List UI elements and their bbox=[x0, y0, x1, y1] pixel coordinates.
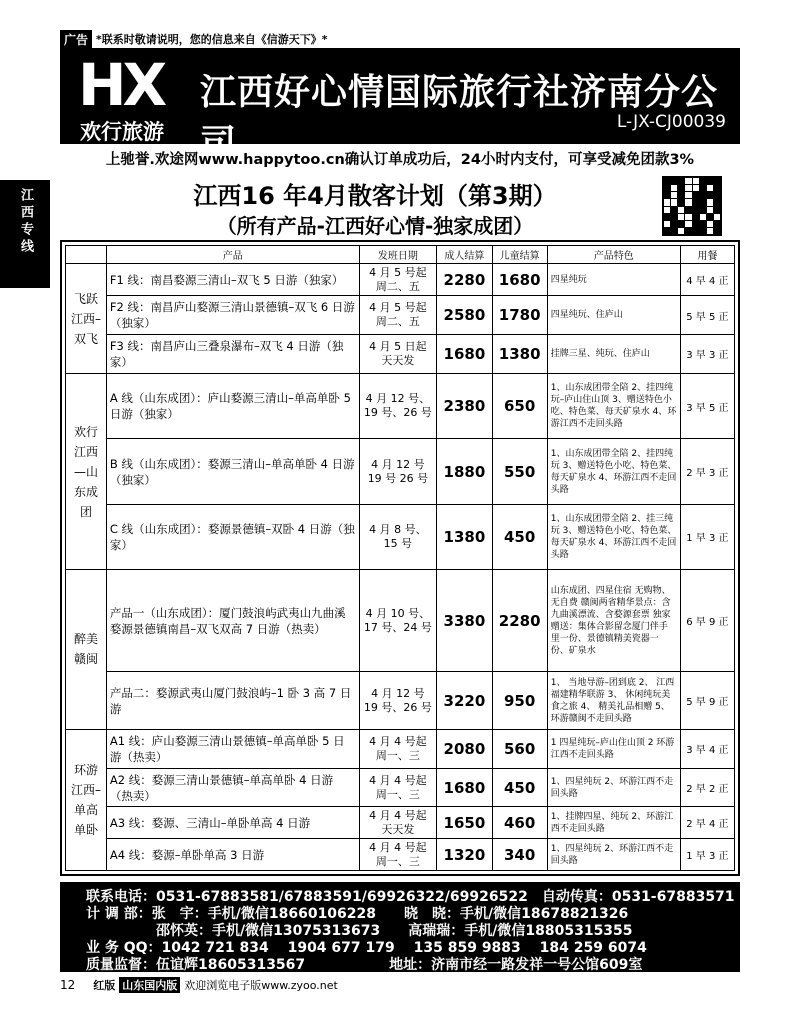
child-price-cell: 950 bbox=[492, 672, 547, 729]
meal-cell: 1 早 3 正 bbox=[680, 839, 734, 871]
qr-cell bbox=[714, 221, 720, 227]
edition-label: 山东国内版 bbox=[119, 977, 180, 993]
header-child: 儿童结算 bbox=[492, 246, 547, 264]
qr-cell bbox=[714, 199, 720, 205]
qr-code-icon bbox=[662, 176, 722, 236]
page-footer bbox=[60, 976, 338, 994]
qr-cell bbox=[700, 199, 706, 205]
product-cell: B 线（山东成团）：婺源三清山–单高单卧 4 日游（独家） bbox=[106, 439, 359, 504]
qr-cell bbox=[707, 228, 713, 234]
qr-cell bbox=[707, 178, 713, 184]
qr-cell bbox=[678, 207, 684, 213]
meal-cell: 3 早 4 正 bbox=[680, 729, 734, 768]
qr-cell bbox=[678, 178, 684, 184]
qr-cell bbox=[714, 228, 720, 234]
qr-cell bbox=[714, 207, 720, 213]
page-number: 12 bbox=[60, 978, 76, 992]
qr-cell bbox=[678, 192, 684, 198]
adult-price-cell: 1650 bbox=[437, 807, 492, 839]
features-cell: 1 四星纯玩–庐山住山顶 2 环游江西不走回头路 bbox=[547, 729, 680, 768]
features-cell: 挂牌三星、纯玩、住庐山 bbox=[547, 334, 680, 373]
product-cell: A3 线：婺源、三清山–单卧单高 4 日游 bbox=[106, 807, 359, 839]
adult-price-cell: 2380 bbox=[437, 373, 492, 438]
adult-price-cell: 2580 bbox=[437, 296, 492, 335]
qr-cell bbox=[685, 207, 691, 213]
contact-quality: 质量监督：伍谊辉18605313567 地址：济南市经一路发祥一号公馆609室 bbox=[86, 957, 643, 973]
qr-cell bbox=[664, 178, 670, 184]
product-cell: 产品二：婺源武夷山厦门鼓浪屿–1 卧 3 高 7 日游 bbox=[106, 672, 359, 729]
qr-cell bbox=[693, 192, 699, 198]
qr-cell bbox=[693, 178, 699, 184]
header-group bbox=[66, 246, 107, 264]
product-cell: A4 线：婺源–单卧单高 3 日游 bbox=[106, 839, 359, 871]
date-cell: 4 月 12 号、19 号、26 号 bbox=[359, 373, 437, 438]
date-cell: 4 月 12 号 19 号、26 号 bbox=[359, 672, 437, 729]
logo-subtitle: 欢行旅游 bbox=[80, 120, 164, 144]
qr-cell bbox=[671, 192, 677, 198]
qr-cell bbox=[671, 185, 677, 191]
qr-cell bbox=[707, 214, 713, 220]
meal-cell: 5 早 9 正 bbox=[680, 672, 734, 729]
child-price-cell: 340 bbox=[492, 839, 547, 871]
qr-cell bbox=[678, 185, 684, 191]
features-cell: 1、四星纯玩 2、环游江西不走回头路 bbox=[547, 768, 680, 807]
qr-cell bbox=[685, 192, 691, 198]
meal-cell: 5 早 5 正 bbox=[680, 296, 734, 335]
qr-cell bbox=[700, 221, 706, 227]
qr-cell bbox=[693, 221, 699, 227]
license-code: L-JX-CJ00039 bbox=[616, 112, 726, 132]
qr-cell bbox=[664, 214, 670, 220]
qr-cell bbox=[693, 214, 699, 220]
features-cell: 四星纯玩、住庐山 bbox=[547, 296, 680, 335]
plan-title: 江西16 年4月散客计划（第3期） bbox=[193, 182, 557, 210]
contact-planner-1: 计 调 部：张 宇：手机/微信18660106228 晓 晓：手机/微信18678821326 bbox=[86, 906, 629, 922]
contact-qq: 业 务 QQ：1042 721 834 1904 677 179 135 859 9883 184 259 6074 bbox=[86, 940, 647, 956]
features-cell: 山东成团、四星住宿 无购物、无自费 赣闽两省精华景点：含九曲溪漂流、含婺源套票 独家赠送：集体合影留念厦门伴手里一份、景德镇精美瓷器一份、矿泉水 bbox=[547, 570, 680, 672]
child-price-cell: 1380 bbox=[492, 334, 547, 373]
ad-notice-bar bbox=[60, 30, 328, 48]
qr-cell bbox=[693, 185, 699, 191]
qr-cell bbox=[693, 199, 699, 205]
qr-cell bbox=[707, 207, 713, 213]
table-row bbox=[66, 504, 735, 569]
table-row bbox=[66, 839, 735, 871]
meal-cell: 6 早 9 正 bbox=[680, 570, 734, 672]
qr-cell bbox=[664, 207, 670, 213]
header-date: 发班日期 bbox=[359, 246, 437, 264]
features-cell: 1、 当地导游–团到底 2、 江西福建精华联游 3、 休闲纯玩美食之旅 4、 精美礼品相赠 5、 环游赣闽不走回头路 bbox=[547, 672, 680, 729]
features-cell: 1、山东成团带全陪 2、挂四纯玩 3、赠送特色小吃、特色菜、每天矿泉水 4、环游江西不走回头路 bbox=[547, 439, 680, 504]
adult-price-cell: 2280 bbox=[437, 264, 492, 296]
qr-cell bbox=[693, 207, 699, 213]
logo: HX bbox=[78, 51, 164, 119]
meal-cell: 1 早 3 正 bbox=[680, 504, 734, 569]
adult-price-cell: 2080 bbox=[437, 729, 492, 768]
qr-cell bbox=[664, 228, 670, 234]
qr-cell bbox=[714, 185, 720, 191]
product-cell: F2 线：南昌庐山婺源三清山景德镇–双飞 6 日游（独家） bbox=[106, 296, 359, 335]
date-cell: 4 月 8 号、15 号 bbox=[359, 504, 437, 569]
table-row bbox=[66, 570, 735, 672]
qr-cell bbox=[664, 199, 670, 205]
child-price-cell: 560 bbox=[492, 729, 547, 768]
qr-cell bbox=[678, 214, 684, 220]
qr-cell bbox=[700, 185, 706, 191]
promo-line: 上驰誉.欢途网www.happytoo.cn确认订单成功后，24小时内支付，可享受减免团款3% bbox=[105, 152, 695, 168]
qr-cell bbox=[685, 178, 691, 184]
adult-price-cell: 1880 bbox=[437, 439, 492, 504]
date-cell: 4 月 4 号起 周一、三 bbox=[359, 839, 437, 871]
table-row bbox=[66, 672, 735, 729]
features-cell: 1、挂牌四星、纯玩 2、环游江西不走回头路 bbox=[547, 807, 680, 839]
child-price-cell: 650 bbox=[492, 373, 547, 438]
product-cell: 产品一（山东成团）：厦门鼓浪屿武夷山九曲溪婺源景德镇南昌–双飞双高 7 日游（热卖） bbox=[106, 570, 359, 672]
qr-cell bbox=[671, 228, 677, 234]
child-price-cell: 460 bbox=[492, 807, 547, 839]
side-label bbox=[0, 180, 50, 288]
child-price-cell: 450 bbox=[492, 768, 547, 807]
date-cell: 4 月 4 号起 天天发 bbox=[359, 807, 437, 839]
group-label: 飞跃江西–双飞 bbox=[66, 264, 107, 373]
date-cell: 4 月 10 号、17 号、24 号 bbox=[359, 570, 437, 672]
qr-cell bbox=[700, 192, 706, 198]
child-price-cell: 2280 bbox=[492, 570, 547, 672]
company-name: 江西好心情国际旅行社济南分公司 bbox=[200, 72, 719, 164]
child-price-cell: 1780 bbox=[492, 296, 547, 335]
table-row bbox=[66, 807, 735, 839]
schedule-table-frame bbox=[60, 240, 740, 876]
table-row bbox=[66, 334, 735, 373]
ad-tag: 广告 bbox=[60, 30, 92, 49]
group-label: 欢行江西—山东成团 bbox=[66, 373, 107, 569]
qr-cell bbox=[685, 199, 691, 205]
qr-cell bbox=[671, 221, 677, 227]
meal-cell: 2 早 3 正 bbox=[680, 439, 734, 504]
side-label-text: 江西专线 bbox=[18, 188, 33, 256]
table-header bbox=[66, 246, 735, 264]
qr-cell bbox=[664, 192, 670, 198]
meal-cell: 2 早 2 正 bbox=[680, 768, 734, 807]
contact-planner-2: 邵怀英：手机/微信13075313673 高瑞瑞：手机/微信18805315355 bbox=[86, 923, 633, 939]
qr-cell bbox=[714, 192, 720, 198]
adult-price-cell: 1380 bbox=[437, 504, 492, 569]
date-cell: 4 月 5 号起 周二、五 bbox=[359, 296, 437, 335]
header-features: 产品特色 bbox=[547, 246, 680, 264]
qr-cell bbox=[685, 221, 691, 227]
plan-subtitle: （所有产品-江西好心情-独家成团） bbox=[216, 214, 534, 238]
features-cell: 1、山东成团带全陪 2、挂三纯玩 3、赠送特色小吃、特色菜、每天矿泉水 4、环游江西不走回头路 bbox=[547, 504, 680, 569]
table-row bbox=[66, 729, 735, 768]
qr-cell bbox=[685, 185, 691, 191]
date-cell: 4 月 12 号 19 号 26 号 bbox=[359, 439, 437, 504]
source-notice: *联系时敬请说明，您的信息来自《信游天下》* bbox=[96, 33, 328, 46]
features-cell: 1、山东成团带全陪 2、挂四纯玩–庐山住山顶 3、赠送特色小吃、特色菜、每天矿泉水 4、环游江西不走回头路 bbox=[547, 373, 680, 438]
product-cell: F1 线：南昌婺源三清山–双飞 5 日游（独家） bbox=[106, 264, 359, 296]
qr-cell bbox=[671, 178, 677, 184]
meal-cell: 3 早 5 正 bbox=[680, 373, 734, 438]
qr-cell bbox=[678, 228, 684, 234]
adult-price-cell: 1320 bbox=[437, 839, 492, 871]
header-product: 产品 bbox=[106, 246, 359, 264]
contact-block bbox=[60, 882, 740, 972]
date-cell: 4 月 4 号起 周一、三 bbox=[359, 768, 437, 807]
meal-cell: 3 早 3 正 bbox=[680, 334, 734, 373]
child-price-cell: 450 bbox=[492, 504, 547, 569]
qr-cell bbox=[693, 228, 699, 234]
table-row bbox=[66, 439, 735, 504]
child-price-cell: 1680 bbox=[492, 264, 547, 296]
product-cell: A1 线：庐山婺源三清山景德镇–单高单卧 5 日游（热卖） bbox=[106, 729, 359, 768]
adult-price-cell: 3220 bbox=[437, 672, 492, 729]
adult-price-cell: 1680 bbox=[437, 768, 492, 807]
qr-cell bbox=[707, 199, 713, 205]
product-cell: A2 线：婺源三清山景德镇–单高单卧 4 日游（热卖） bbox=[106, 768, 359, 807]
child-price-cell: 550 bbox=[492, 439, 547, 504]
features-cell: 1、四星纯玩 2、环游江西不走回头路 bbox=[547, 839, 680, 871]
product-cell: F3 线：南昌庐山三叠泉瀑布–双飞 4 日游（独家） bbox=[106, 334, 359, 373]
qr-cell bbox=[714, 214, 720, 220]
qr-cell bbox=[707, 192, 713, 198]
qr-cell bbox=[700, 214, 706, 220]
product-cell: C 线（山东成团）：婺源景德镇–双卧 4 日游（独家） bbox=[106, 504, 359, 569]
header-adult: 成人结算 bbox=[437, 246, 492, 264]
qr-cell bbox=[671, 199, 677, 205]
date-cell: 4 月 5 日起 天天发 bbox=[359, 334, 437, 373]
qr-cell bbox=[671, 214, 677, 220]
qr-cell bbox=[685, 228, 691, 234]
table-row bbox=[66, 296, 735, 335]
product-cell: A 线（山东成团）：庐山婺源三清山–单高单卧 5 日游（独家） bbox=[106, 373, 359, 438]
group-label: 醉美赣闽 bbox=[66, 570, 107, 730]
meal-cell: 4 早 4 正 bbox=[680, 264, 734, 296]
qr-cell bbox=[700, 207, 706, 213]
qr-cell bbox=[664, 221, 670, 227]
table-row bbox=[66, 264, 735, 296]
qr-cell bbox=[685, 214, 691, 220]
header-meal: 用餐 bbox=[680, 246, 734, 264]
date-cell: 4 月 4 号起 周一、三 bbox=[359, 729, 437, 768]
table-row bbox=[66, 373, 735, 438]
qr-cell bbox=[678, 221, 684, 227]
qr-cell bbox=[700, 228, 706, 234]
adult-price-cell: 1680 bbox=[437, 334, 492, 373]
meal-cell: 2 早 4 正 bbox=[680, 807, 734, 839]
qr-cell bbox=[700, 178, 706, 184]
qr-cell bbox=[707, 185, 713, 191]
qr-cell bbox=[671, 207, 677, 213]
edition-red: 红版 bbox=[93, 979, 116, 992]
qr-cell bbox=[707, 221, 713, 227]
schedule-table bbox=[65, 245, 735, 871]
qr-cell bbox=[678, 199, 684, 205]
group-label: 环游江西–单高单卧 bbox=[66, 729, 107, 870]
table-row bbox=[66, 768, 735, 807]
contact-phone: 联系电话：0531-67883581/67883591/69926322/69926522 自动传真：0531-67883571 bbox=[86, 889, 735, 905]
qr-cell bbox=[714, 178, 720, 184]
adult-price-cell: 3380 bbox=[437, 570, 492, 672]
site-link[interactable]: 欢迎浏览电子版www.zyoo.net bbox=[184, 979, 338, 992]
date-cell: 4 月 5 号起 周二、五 bbox=[359, 264, 437, 296]
features-cell: 四星纯玩 bbox=[547, 264, 680, 296]
qr-cell bbox=[664, 185, 670, 191]
